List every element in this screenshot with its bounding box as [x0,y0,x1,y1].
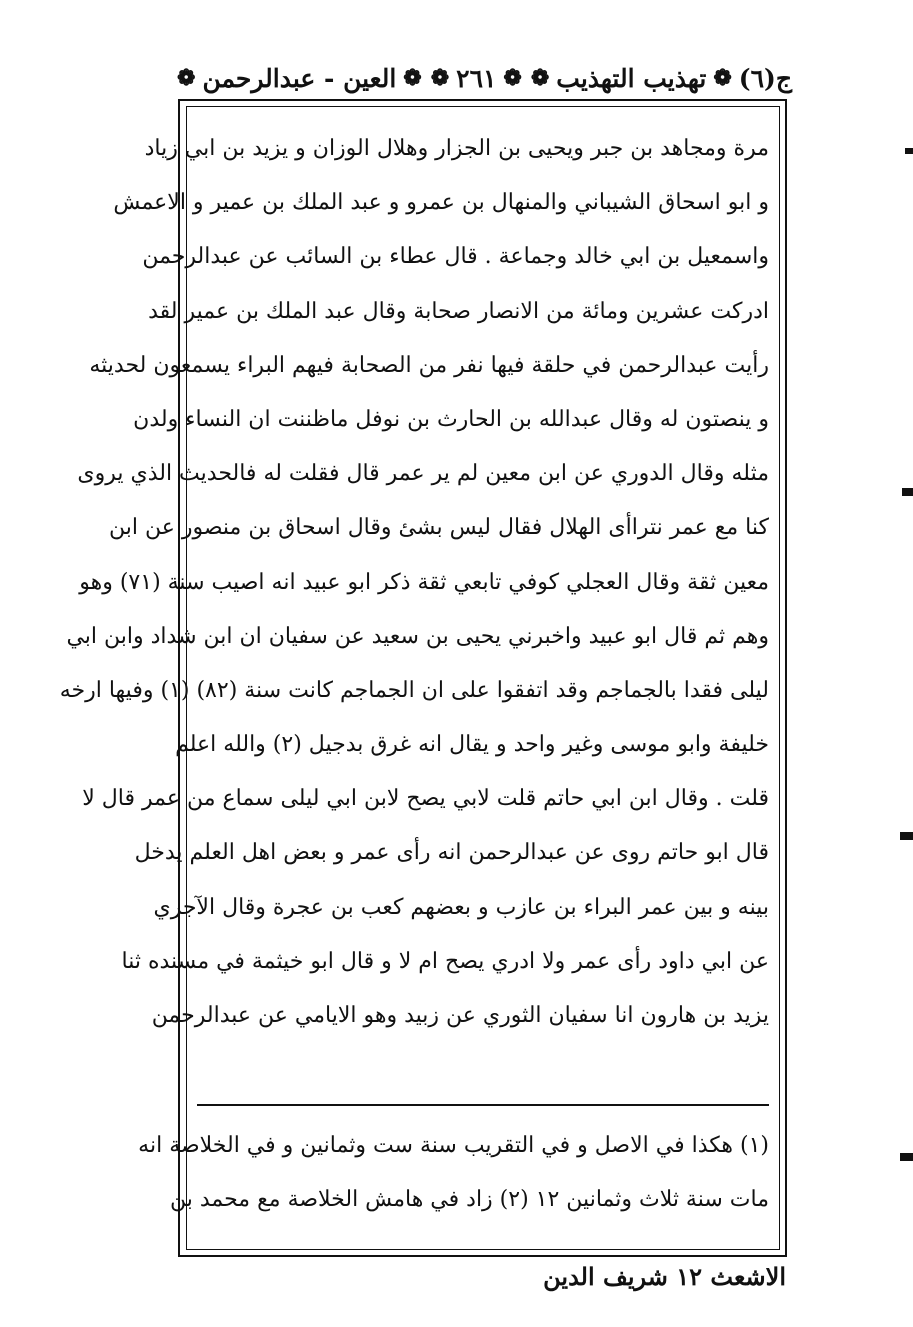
text-line: قال ابو حاتم روى عن عبدالرحمن انه رأى عمر و بعض اهل العلم يدخل [134,840,769,866]
text-line: معين ثقة وقال العجلي كوفي تابعي ثقة ذكر ابو عبيد انه اصيب سنة (٧١) وهو [79,569,769,595]
text-line: بينه و بين عمر البراء بن عازب و بعضهم كعب بن عجرة وقال الآجري [153,894,769,920]
ornament-icon: ❁ [403,65,422,91]
ornament-icon: ❁ [177,65,196,91]
text-line: مثله وقال الدوري عن ابن معين لم ير عمر قال فقلت له فالحديث الذي يروى [77,461,769,487]
binding-mark [900,832,913,840]
text-line: و ينصتون له وقال عبدالله بن الحارث بن نوفل ماظننت ان النساء ولدن [133,406,769,432]
footnotes [138,1120,769,1228]
text-line: يزيد بن هارون انا سفيان الثوري عن زبيد وهو الايامي عن عبدالرحمن [151,1003,769,1028]
ornament-icon: ❁ [430,65,450,91]
binding-mark [902,488,913,496]
text-line: واسمعيل بن ابي خالد وجماعة . قال عطاء بن السائب عن عبدالرحمن [142,244,769,270]
binding-mark [905,148,913,154]
section-title: العين - عبدالرحمن [202,63,397,93]
text-line: قلت . وقال ابن ابي حاتم قلت لابي يصح لابن ابي ليلى سماع من عمر قال لا [82,786,769,812]
ornament-icon: ❁ [503,65,522,91]
ornament-icon: ❁ [530,65,550,91]
text-line: مرة ومجاهد بن جبر ويحيى بن الجزار وهلال الوزان و يزيد بن ابي زياد [144,136,769,161]
footnote-rule [197,1104,769,1106]
book-title: تهذيب التهذيب [556,63,707,93]
page-number: ٢٦١ [456,63,497,93]
volume-label: ج(٦) [738,63,792,93]
text-line: عن ابي داود رأى عمر ولا ادري يصح ام لا و قال ابو خيثمة في مسنده ثنا [121,948,769,974]
text-line: ليلى فقدا بالجماجم وقد اتفقوا على ان الجماجم كانت سنة (٨٢) (١) وفيها ارخه [59,677,769,703]
running-header [175,58,792,98]
binding-mark [900,1153,913,1161]
text-line: و ابو اسحاق الشيباني والمنهال بن عمرو و عبد الملك بن عمير و الاعمش [113,190,769,216]
text-line: رأيت عبدالرحمن في حلقة فيها نفر من الصحابة فيهم البراء يسمعون لحديثه [89,352,769,378]
main-text [59,122,769,1043]
text-line: ادركت عشرين ومائة من الانصار صحابة وقال عبد الملك بن عمير لقد [148,298,769,324]
text-line: كنا مع عمر نتراأى الهلال فقال ليس بشئ وقال اسحاق بن منصور عن ابن [109,515,769,541]
text-line: وهم ثم قال ابو عبيد واخبرني يحيى بن سعيد عن سفيان ان ابن شداد وابن ابي [66,623,769,649]
text-line: خليفة وابو موسى وغير واحد و يقال انه غرق بدجيل (٢) والله اعلم [175,732,769,758]
footnote-line: (١) هكذا في الاصل و في التقريب سنة ست وثمانين و في الخلاصة انه [138,1133,769,1158]
ornament-icon: ❁ [713,65,732,91]
footnote-line: مات سنة ثلاث وثمانين ١٢ (٢) زاد في هامش الخلاصة مع محمد بن [169,1187,769,1213]
footer-signature: الاشعث ١٢ شريف الدين [543,1262,786,1291]
